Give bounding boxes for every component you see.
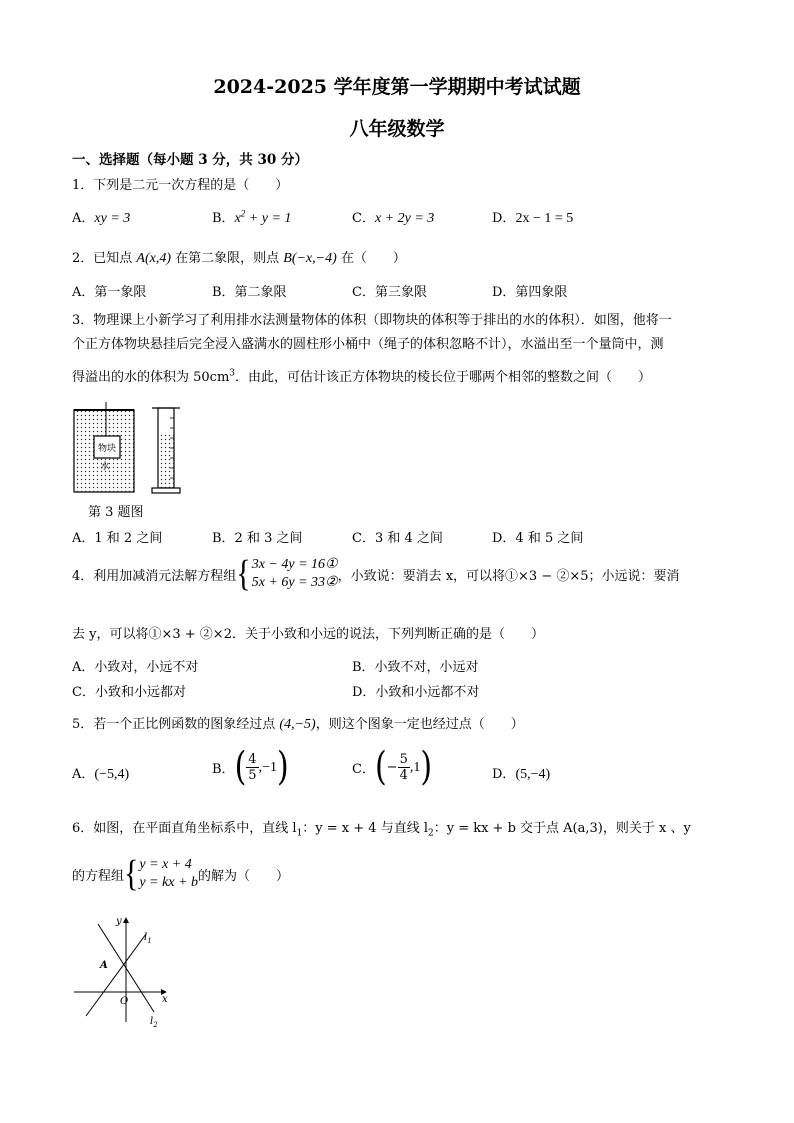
q4-option-a: A．小致对，小远不对 xyxy=(72,660,199,675)
q5-d-point: (5,−4) xyxy=(515,767,551,782)
q2-option-a: A．第一象限 xyxy=(72,285,147,300)
q3-line1: 3．物理课上小新学习了利用排水法测量物体的体积（即物块的体积等于排出的水的体积）．如图，他将一 xyxy=(72,313,672,328)
q5-option-a xyxy=(72,763,129,783)
q4-equation-system: { 3x − 4y = 16① 5x + 6y = 33② xyxy=(236,552,338,594)
q5-option-b: B． ( $\frac{4}{5}$ ,−1 ) xyxy=(212,744,289,790)
q3-option-c: C．3 和 4 之间 xyxy=(352,531,443,546)
q3-option-d: D．4 和 5 之间 xyxy=(492,531,584,546)
q3-line2: 个正方体物块悬挂后完全浸入盛满水的圆柱形小桶中（绳子的体积忽略不计），水溢出至一个量筒中，测 xyxy=(72,337,664,352)
q4-option-d: D．小致和小远都不对 xyxy=(352,685,480,700)
q4-stem xyxy=(72,552,680,594)
q4-line2: 去 y，可以将①×3 + ②×2．关于小致和小远的说法，下列判断正确的是（ ） xyxy=(72,627,544,642)
q1-b-sup: 2 xyxy=(240,208,246,219)
q3-line3 xyxy=(72,366,651,385)
q5-stem-part1: 5．若一个正比例函数的图象经过点 xyxy=(72,717,280,732)
q5-option-d xyxy=(492,763,550,783)
q1-d-expr: 2x − 1 = 5 xyxy=(515,211,574,226)
q4-stem-part1: 4．利用加减消元法解方程组 xyxy=(72,568,237,584)
q6-stem-part1: 6．如图，在平面直角坐标系中，直线 l xyxy=(72,821,297,836)
block-label: 物块 xyxy=(97,444,117,454)
q5-c-rest: ,1 xyxy=(409,759,421,775)
q3-option-a: A．1 和 2 之间 xyxy=(72,531,163,546)
q2-option-d: D．第四象限 xyxy=(492,285,568,300)
q6-line2-pre: 的方程组 xyxy=(72,868,125,884)
q5-b-rest: ,−1 xyxy=(258,759,277,775)
q1-option-d xyxy=(492,207,573,227)
q6-equation-system: { y = x + 4 y = kx + b xyxy=(124,852,198,894)
q5-stem xyxy=(72,713,524,733)
x-axis-label: x xyxy=(162,994,168,1005)
q1-c-expr: x + 2y = 3 xyxy=(374,211,435,226)
q6-line2-post: 的解为（ ） xyxy=(197,868,289,884)
l1-label: $l_1$ xyxy=(144,932,152,945)
q3-figure-caption: 第 3 题图 xyxy=(88,505,144,520)
q6-stem xyxy=(72,817,691,839)
q4-eq1: 3x − 4y = 16① xyxy=(251,557,338,572)
q6-eq1: y = x + 4 xyxy=(139,857,192,872)
exam-title: 2024-2025 学年度第一学期期中考试试题 xyxy=(213,76,581,98)
q2-point-a: A(x,4) xyxy=(136,251,171,266)
q3-figure xyxy=(72,402,184,498)
q6-l2-sub: 2 xyxy=(427,828,434,839)
q5-c-sign: − xyxy=(386,760,398,775)
q6-l1-sub: 1 xyxy=(296,828,303,839)
q5-b-den: 5 xyxy=(248,768,257,783)
q5-b-label: B． xyxy=(212,762,235,777)
q5-stem-part2: ，则这个图象一定也经过点（ ） xyxy=(315,717,524,732)
exam-subtitle: 八年级数学 xyxy=(349,118,445,140)
l2-label: $l_2$ xyxy=(150,1016,158,1028)
q1-a-expr: xy = 3 xyxy=(94,211,131,226)
q4-eq2: 5x + 6y = 33② xyxy=(251,575,338,590)
q2-stem-part2: 在第二象限，则点 xyxy=(171,251,284,266)
q3-line3-post: ．由此，可估计该正方体物块的棱长位于哪两个相邻的整数之间（ ） xyxy=(235,370,652,385)
q1-d-label: D． xyxy=(492,211,516,226)
q1-b-label: B． xyxy=(212,211,235,226)
q1-b-base: x xyxy=(234,211,241,226)
q1-option-b xyxy=(212,207,291,227)
water-label: 水 xyxy=(100,462,110,472)
q6-figure xyxy=(70,912,180,1028)
q3-line3-sup: 3 xyxy=(229,368,236,379)
q5-b-num: 4 xyxy=(248,752,257,767)
point-a-label: A xyxy=(100,960,108,971)
q1-stem: 1．下列是二元一次方程的是（ ） xyxy=(72,178,289,193)
q6-line2 xyxy=(72,852,289,894)
q6-eq2: y = kx + b xyxy=(139,875,198,890)
section-heading: 一、选择题（每小题 3 分，共 30 分） xyxy=(72,152,308,168)
q5-d-label: D． xyxy=(492,767,516,782)
q3-option-b: B．2 和 3 之间 xyxy=(212,531,303,546)
q2-stem-part3: 在（ ） xyxy=(336,251,406,266)
q3-line3-pre: 得溢出的水的体积为 50cm xyxy=(72,370,230,385)
q6-stem-part3: ：y = kx + b 交于点 A(a,3)，则关于 x 、y xyxy=(433,821,691,836)
q5-c-num: 5 xyxy=(399,752,408,767)
q4-option-b: B．小致不对，小远对 xyxy=(352,660,479,675)
q2-stem xyxy=(72,247,406,267)
q5-a-point: (−5,4) xyxy=(94,767,130,782)
line-l1 xyxy=(86,934,146,1016)
q5-c-label: C． xyxy=(352,762,375,777)
q5-point: (4,−5) xyxy=(279,717,316,732)
q2-option-b: B．第二象限 xyxy=(212,285,287,300)
q1-b-rest: + y = 1 xyxy=(245,211,292,226)
y-axis-label: y xyxy=(116,916,122,927)
origin-label: O xyxy=(120,996,129,1007)
q2-option-c: C．第三象限 xyxy=(352,285,427,300)
q1-option-a xyxy=(72,207,130,227)
q1-c-label: C． xyxy=(352,211,375,226)
q4-stem-part2: ，小致说：要消去 x，可以将①×3 − ②×5；小远说：要消 xyxy=(337,568,680,584)
q1-option-c xyxy=(352,207,434,227)
q2-point-b: B(−x,−4) xyxy=(283,251,337,266)
q5-a-label: A． xyxy=(72,767,95,782)
q4-option-c: C．小致和小远都对 xyxy=(72,685,186,700)
q5-option-c: C． ( − $\frac{5}{4}$ ,1 ) xyxy=(352,744,433,790)
q2-stem-part1: 2．已知点 xyxy=(72,251,137,266)
q6-stem-part2: ：y = x + 4 与直线 l xyxy=(302,821,428,836)
q1-a-label: A． xyxy=(72,211,95,226)
q5-c-den: 4 xyxy=(399,768,408,783)
